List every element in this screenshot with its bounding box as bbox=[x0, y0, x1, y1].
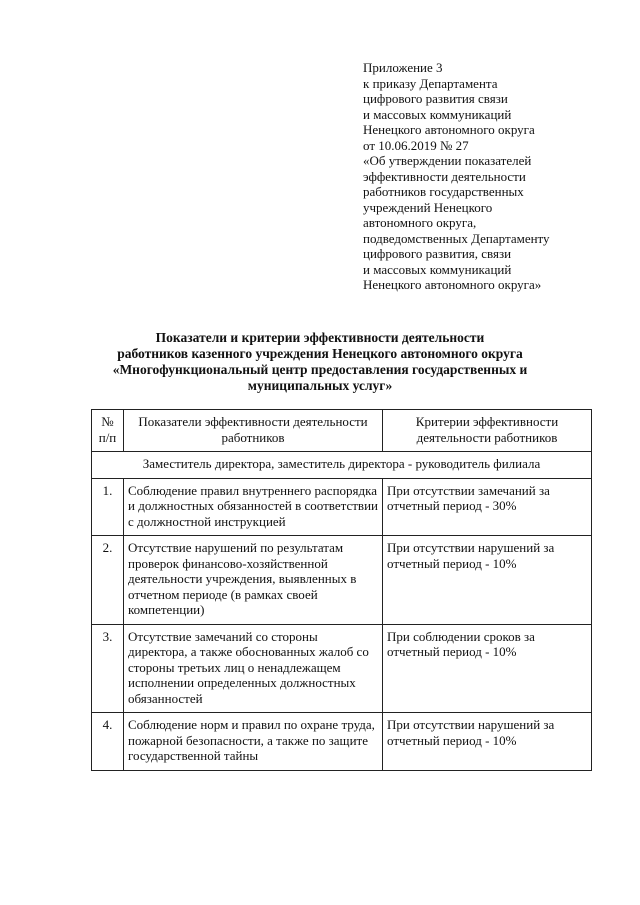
annex-line: «Об утверждении показателей bbox=[363, 153, 532, 168]
annex-line: учреждений Ненецкого bbox=[363, 199, 493, 215]
criteria-table bbox=[91, 409, 592, 771]
annex-line: к приказу Департамента bbox=[363, 75, 498, 91]
table-row bbox=[92, 478, 592, 536]
annex-line: работников государственных bbox=[363, 184, 524, 199]
title-line: Показатели и критерии эффективности деятельности bbox=[155, 330, 485, 345]
annex-line: автономного округа, bbox=[363, 215, 477, 230]
row-num: 1. bbox=[92, 478, 124, 536]
annex-line: цифрового развития, связи bbox=[363, 246, 512, 261]
title-line: работников казенного учреждения Ненецкого автономного округа bbox=[117, 346, 523, 361]
row-criterion: При соблюдении сроков за отчетный период - 10% bbox=[383, 624, 592, 713]
header-criterion: Критерии эффективности деятельности работников bbox=[383, 410, 592, 452]
table-row bbox=[92, 624, 592, 713]
annex-line: цифрового развития связи bbox=[363, 91, 508, 106]
row-indicator: Соблюдение правил внутреннего распорядка и должностных обязанностей в соответствии с должностной инструкцией bbox=[124, 478, 383, 536]
row-criterion: При отсутствии нарушений за отчетный период - 10% bbox=[383, 713, 592, 771]
header-indicator: Показатели эффективности деятельности работников bbox=[124, 410, 383, 452]
row-num: 3. bbox=[92, 624, 124, 713]
table-header-row bbox=[92, 410, 592, 452]
section-title: Заместитель директора, заместитель директора - руководитель филиала bbox=[92, 452, 592, 479]
header-num: № п/п bbox=[92, 410, 124, 452]
title-line: «Многофункциональный центр предоставления государственных и bbox=[112, 362, 528, 377]
title-line: муниципальных услуг» bbox=[247, 378, 393, 393]
row-indicator: Соблюдение норм и правил по охране труда, пожарной безопасности, а также по защите государственной тайны bbox=[124, 713, 383, 771]
row-criterion: При отсутствии замечаний за отчетный период - 30% bbox=[383, 478, 592, 536]
table-row bbox=[92, 536, 592, 625]
document-title bbox=[60, 330, 580, 394]
row-criterion: При отсутствии нарушений за отчетный период - 10% bbox=[383, 536, 592, 625]
annex-line: и массовых коммуникаций bbox=[363, 106, 512, 122]
row-indicator: Отсутствие замечаний со стороны директора, а также обоснованных жалоб со стороны третьих лиц о ненадлежащем исполнении определенных должностных обязанностей bbox=[124, 624, 383, 713]
annex-line: Приложение 3 bbox=[363, 60, 443, 75]
annex-line: от 10.06.2019 № 27 bbox=[363, 137, 469, 153]
annex-line: подведомственных Департаменту bbox=[363, 230, 550, 246]
section-row bbox=[92, 452, 592, 479]
annex-line: Ненецкого автономного округа bbox=[363, 122, 535, 137]
annex-line: эффективности деятельности bbox=[363, 168, 526, 184]
row-indicator: Отсутствие нарушений по результатам проверок финансово-хозяйственной деятельности учреждения, выявленных в отчетном периоде (в рамках своей компетенции) bbox=[124, 536, 383, 625]
row-num: 2. bbox=[92, 536, 124, 625]
annex-line: Ненецкого автономного округа» bbox=[363, 277, 542, 292]
annex-line: и массовых коммуникаций bbox=[363, 261, 512, 277]
row-num: 4. bbox=[92, 713, 124, 771]
table-row bbox=[92, 713, 592, 771]
annex-block bbox=[363, 60, 625, 293]
